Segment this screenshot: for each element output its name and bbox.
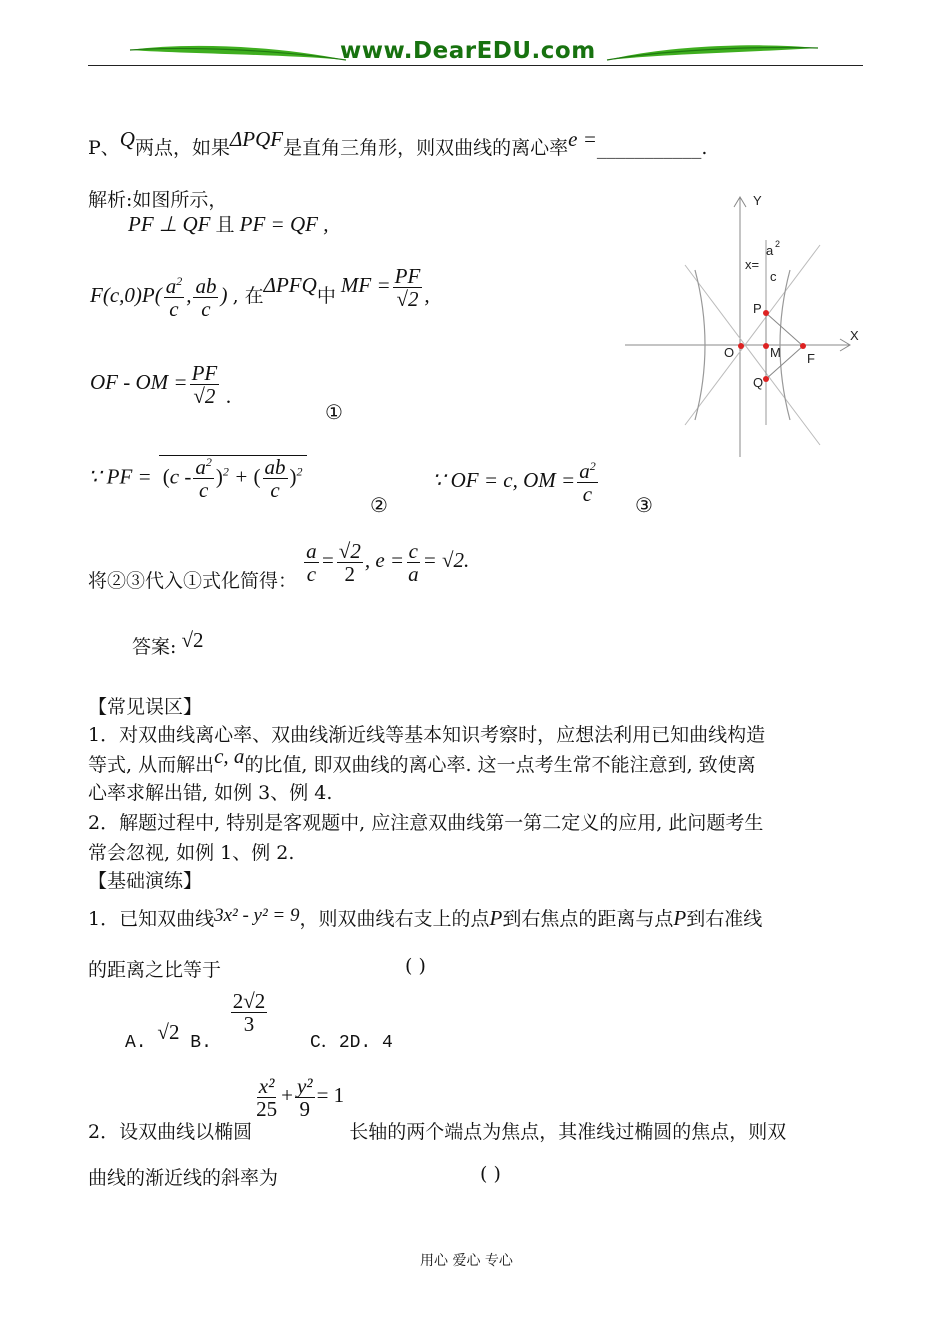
circle-three: ③ [635,493,653,517]
question-1-options [125,989,393,1054]
option-b-den: 3 [243,1012,255,1037]
question-2-line-a: 2．设双曲线以椭圆 $\frac{\text{x²}}{25}$ + $\frac{\text{y²}}{9}$ = 1 长轴的两个端点为焦点，其准线过椭圆的焦点，则双 [88,1074,787,1144]
question-2-paren: ( ) [480,1163,501,1185]
option-a-value: √2 [157,1020,180,1045]
in-word: , 在 [232,285,264,308]
mf-equation: MF = [340,273,391,298]
point-coords: F(c,0)P( [90,283,162,308]
label-x: X [850,328,859,343]
leaf-left-icon [128,40,348,68]
hyperbola-equation: 3x² - y² = 9 [214,905,300,926]
circle-one: ① [325,400,343,424]
circle-two: ② [370,493,388,517]
label-p: P [753,301,762,316]
perp-statement: PF ⊥ QF [128,212,211,236]
label-m: M [770,345,781,360]
zhong-word: 中 [316,285,336,308]
label-o: O [724,345,735,360]
point-o [738,343,744,349]
question-1-paren: ( ) [405,955,426,977]
mistake-2b: 常会忽视, 如例 1、例 2. [88,842,295,864]
answer-value: √2 [181,628,204,652]
option-b-num: 2√2 [232,989,266,1013]
practice-heading: 【基础演练】 [88,870,203,892]
solution-line-2: F(c,0)P( $\frac{a^2}{c}$ , $\frac{ab}{c}$ ) , 在ΔPFQ中 MF = $\frac{PF}{√2}$ , [90,264,430,322]
solution-line-3: OF - OM = $\frac{PF}{√2}$ . [90,361,232,409]
label-f: F [807,351,815,366]
answer-label: 答案: [132,636,177,658]
problem-text-3: 是直角三角形，则双曲线的离心率 [283,137,569,159]
mistakes-heading: 【常见误区】 [88,696,203,718]
mistake-1c: 心率求解出错, 如例 3、例 4. [88,782,333,804]
header-rule [88,65,863,66]
solution-line-5: 将②③代入①式化简得： $\frac{a}{c}$ = $\frac{√2}{2}$ , e = $\frac{c}{a}$ = √2. [88,539,470,593]
problem-e: e = [568,127,597,151]
problem-line [88,127,708,160]
question-1-line-b: 的距离之比等于 [88,959,222,981]
pf-equation: ∵ PF = [88,464,152,489]
page-footer: 用心 爱心 专心 [420,1253,513,1269]
label-c: c [770,269,777,284]
solution-line-4b: ∵ OF = c, OM = $\frac{a^2}{c}$ [432,459,596,507]
mistake-2a: 2．解题过程中, 特别是客观题中, 应注意双曲线第一第二定义的应用, 此问题考生 [88,812,764,834]
point-p [763,310,769,316]
of-om-equation: OF - OM = [90,370,188,395]
point-f [800,343,806,349]
c-a-symbols: c, a [214,744,245,768]
option-cd[interactable]: C．2D. 4 [310,1033,393,1054]
label-a-sup: 2 [775,239,781,249]
label-x-eq: x= [745,257,760,272]
mistake-1a: 1．对双曲线离心率、双曲线渐近线等基本知识考察时，应想法利用已知曲线构造 [88,724,766,746]
label-y: Y [753,193,762,208]
label-q: Q [753,375,764,390]
option-a-label[interactable]: A. [125,1033,147,1054]
solution-line-4: ∵ PF = (c - $\frac{a^2}{c}$ )$^2$ + ( $\frac{ab}{c}$ )$^2$ [88,455,307,501]
point-m [763,343,769,349]
answer-line [132,628,204,659]
mistake-1b: 等式, 从而解出c, a的比值, 即双曲线的离心率. 这一点考生常不能注意到, 致使离 [88,744,756,776]
point-q [763,376,769,382]
hyperbola-figure [620,185,870,465]
label-a: a [766,243,774,258]
triangle-pfq: ΔPFQ [263,273,317,298]
of-om-values: ∵ OF = c, OM = [432,468,576,493]
solution-intro: 解析:如图所示， [88,189,228,211]
and-word: 且 [215,214,235,236]
question-1-line-a: 1．已知双曲线3x² - y² = 9，则双曲线右支上的点P到右焦点的距离与点P到右准线 [88,905,763,930]
answer-blank: ___________. [596,137,708,159]
site-logo-text[interactable]: www.DearEDU.com [340,38,596,64]
substitute-text: 将②③代入①式化简得： [88,570,298,593]
problem-triangle: ΔPQF [229,127,284,151]
problem-q: Q [119,127,135,151]
solution-line-1 [128,210,328,237]
question-2-line-b: 曲线的渐近线的斜率为 [88,1167,279,1189]
problem-text-1: P、 [88,137,120,159]
equal-statement: PF = QF , [239,212,329,236]
option-b-label[interactable]: B. [190,1033,212,1054]
problem-text-2: 两点，如果 [134,137,230,159]
leaf-right-icon [605,40,820,68]
